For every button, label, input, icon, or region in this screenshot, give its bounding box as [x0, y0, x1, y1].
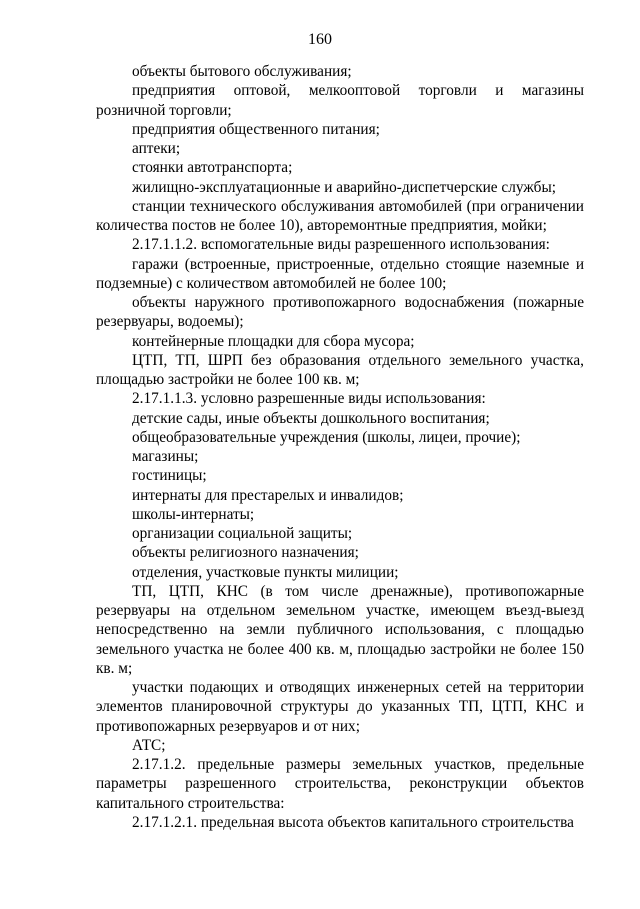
section-heading: 2.17.1.2. предельные размеры земельных участков, предельные параметры разрешенного строительства, реконструкции объектов капитального строительства:: [96, 756, 584, 812]
paragraph: объекты наружного противопожарного водоснабжения (пожарные резервуары, водоемы);: [96, 294, 584, 331]
paragraph: ТП, ЦТП, КНС (в том числе дренажные), противопожарные резервуары на отдельном земельном участке, имеющем въезд-выезд непосредственно на земли публичного использования, с площадью земельного участка не более 400 кв. м, площадью застройки не более 150 кв. м;: [96, 582, 584, 677]
paragraph: отделения, участковые пункты милиции;: [132, 563, 399, 581]
paragraph: детские сады, иные объекты дошкольного воспитания;: [132, 409, 490, 427]
paragraph: объекты религиозного назначения;: [132, 544, 359, 562]
paragraph: контейнерные площадки для сбора мусора;: [132, 332, 415, 350]
section-heading: 2.17.1.1.2. вспомогательные виды разрешенного использования:: [132, 236, 550, 254]
document-body: [96, 62, 584, 832]
paragraph: школы-интернаты;: [132, 505, 255, 523]
paragraph: предприятия оптовой, мелкооптовой торговли и магазины розничной торговли;: [96, 82, 584, 119]
paragraph: предприятия общественного питания;: [132, 120, 380, 138]
paragraph: интернаты для престарелых и инвалидов;: [132, 486, 404, 504]
paragraph: организации социальной защиты;: [132, 525, 353, 542]
paragraph: гостиницы;: [132, 467, 207, 485]
paragraph: станции технического обслуживания автомобилей (при ограничении количества постов не более 10), авторемонтные предприятия, мойки;: [96, 197, 584, 234]
paragraph: аптеки;: [132, 140, 181, 157]
paragraph: жилищно-эксплуатационные и аварийно-диспетчерские службы;: [132, 178, 556, 196]
section-heading: 2.17.1.1.3. условно разрешенные виды использования:: [132, 390, 486, 408]
paragraph: участки подающих и отводящих инженерных сетей на территории элементов планировочной структуры до указанных ТП, ЦТП, КНС и противопожарных резервуаров и от них;: [96, 679, 584, 735]
paragraph: АТС;: [132, 736, 166, 754]
section-heading: 2.17.1.2.1. предельная высота объектов капитального строительства: [132, 813, 574, 831]
paragraph: общеобразовательные учреждения (школы, лицеи, прочие);: [132, 428, 521, 446]
paragraph: стоянки автотранспорта;: [132, 159, 293, 177]
page-number: 160: [308, 31, 332, 48]
paragraph: объекты бытового обслуживания;: [132, 63, 352, 80]
paragraph: магазины;: [132, 448, 199, 465]
paragraph: гаражи (встроенные, пристроенные, отдельно стоящие наземные и подземные) с количеством автомобилей не более 100;: [96, 255, 584, 292]
paragraph: ЦТП, ТП, ШРП без образования отдельного земельного участка, площадью застройки не более 100 кв. м;: [96, 351, 584, 388]
